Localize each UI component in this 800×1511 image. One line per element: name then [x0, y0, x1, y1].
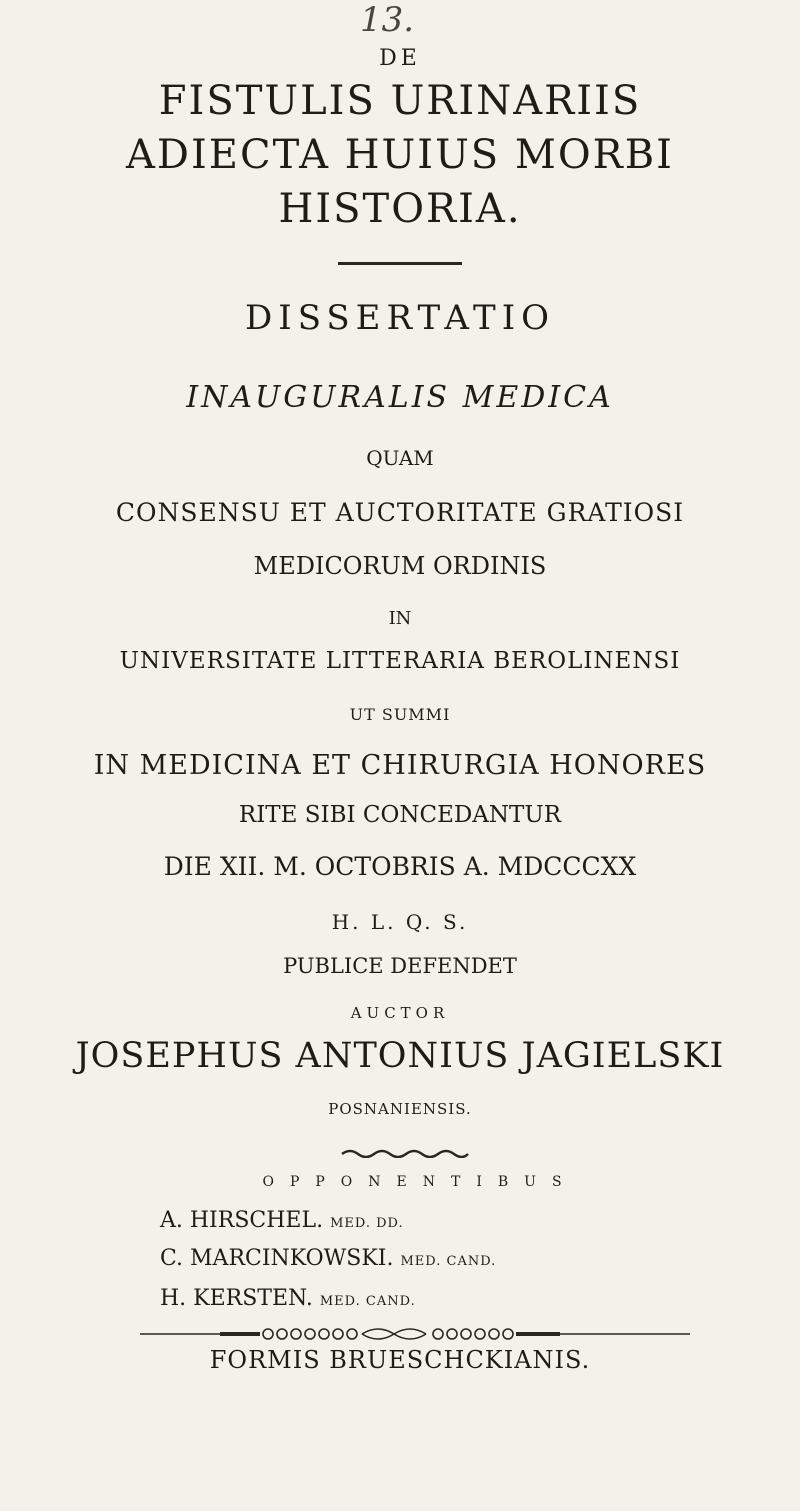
handwritten-mark: 13. — [360, 0, 415, 40]
author-origin: POSNANIENSIS. — [328, 1100, 472, 1118]
author-name: JOSEPHUS ANTONIUS JAGIELSKI — [75, 1036, 725, 1076]
consensu-text: CONSENSU ET AUCTORITATE GRATIOSI — [115, 498, 685, 527]
universitate-text: UNIVERSITATE LITTERARIA BEROLINENSI — [119, 648, 681, 674]
title-divider — [338, 262, 462, 265]
dissertatio-heading: DISSERTATIO — [245, 298, 555, 338]
de-label: DE — [379, 46, 421, 71]
opponent-1 — [160, 1208, 404, 1233]
title-line-3: HISTORIA. — [278, 186, 522, 232]
opponent-3 — [160, 1286, 416, 1311]
ornamental-rule — [140, 1324, 690, 1344]
opponentibus-label: OPPONENTIBUS — [262, 1174, 578, 1190]
opponent-name: A. HIRSCHEL. — [160, 1208, 324, 1233]
opponent-2 — [160, 1246, 496, 1271]
opponent-role: MED. DD. — [330, 1216, 404, 1231]
title-line-2: ADIECTA HUIUS MORBI — [126, 132, 674, 178]
opponent-name: C. MARCINKOWSKI. — [160, 1246, 394, 1271]
medicorum-text: MEDICORUM ORDINIS — [253, 552, 547, 580]
title-line-1: FISTULIS URINARIIS — [158, 78, 642, 124]
printer-imprint: FORMIS BRUESCHCKIANIS. — [209, 1346, 591, 1374]
rite-text: RITE SIBI CONCEDANTUR — [238, 802, 562, 828]
in-medicina-text: IN MEDICINA ET CHIRURGIA HONORES — [93, 750, 707, 781]
inauguralis-heading: INAUGURALIS MEDICA — [186, 380, 614, 415]
ut-summi-text: UT SUMMI — [349, 705, 451, 724]
opponent-name: H. KERSTEN. — [160, 1286, 313, 1311]
date-text: DIE XII. M. OCTOBRIS A. MDCCCXX — [163, 852, 637, 881]
opponent-role: MED. CAND. — [319, 1294, 416, 1309]
quam-text: QUAM — [366, 446, 434, 470]
in-text: IN — [388, 608, 412, 629]
auctor-label: AUCTOR — [350, 1004, 450, 1022]
wavy-ornament — [340, 1146, 470, 1158]
publice-text: PUBLICE DEFENDET — [283, 954, 517, 978]
hlqs-text: H. L. Q. S. — [331, 910, 469, 934]
opponent-role: MED. CAND. — [400, 1254, 497, 1269]
